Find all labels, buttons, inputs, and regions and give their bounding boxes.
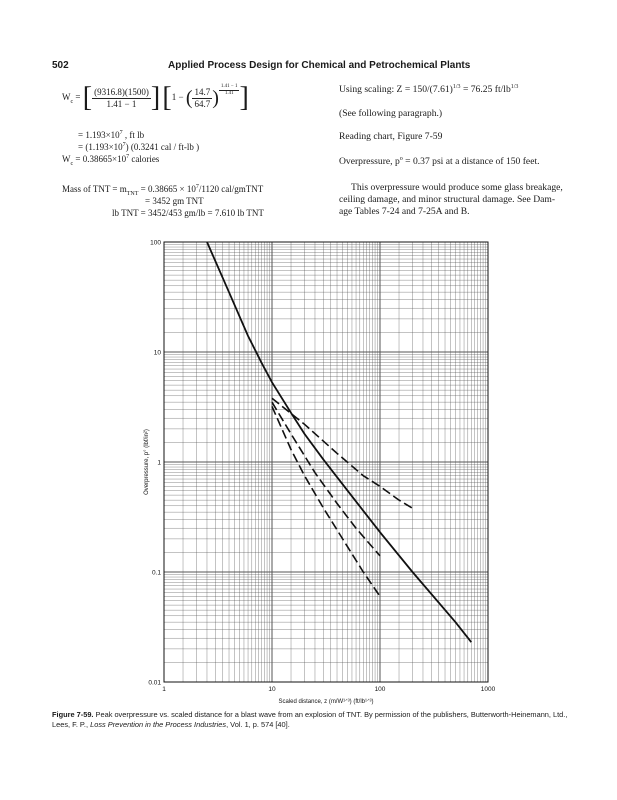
wc-equation: $W_c$ = [ $\frac{(9316.8)(1500)}{1.41 - 1}$ ] [1 − ( $\frac{14.7}{64.7}$ ) $\frac{1.41 - 1}{1.41}$ ]	[62, 82, 249, 113]
y-tick-label: 0.01	[148, 679, 161, 687]
fraction-energy: $\frac{(9316.8)(1500)}{1.41 - 1}$	[94, 86, 149, 109]
y-tick-label: 100	[150, 239, 161, 247]
series-upper-branch	[272, 398, 413, 508]
result-line-1: = $1.193\times 10^7$ , ft lb	[78, 130, 145, 140]
x-ticks	[162, 686, 495, 693]
left-bracket-2: [	[162, 82, 172, 113]
fraction-pressure: $\frac{14.7}{64.7}$	[194, 86, 211, 109]
caption-citation: , Vol. 1, p. 574 [40].	[226, 719, 290, 729]
overpressure-line: Overpressure, $p^o = 0.37$ psi at a distance of 150 feet.	[339, 156, 540, 168]
damage-paragraph: This overpressure would produce some glass breakage, ceiling damage, and minor structural damage. See Dam- age Tables 7-24 and 7-25A and B.	[339, 182, 563, 217]
result-line-3: $W_c = 0.38665\times 10^7$ calories	[62, 154, 160, 167]
one-minus: 1 −	[171, 92, 184, 103]
x-axis-label: Scaled distance, z (m/W¹ᐟ³) (ft/lb¹ᐟ³)	[278, 699, 374, 705]
reading-chart: Reading chart, Figure 7-59	[339, 131, 443, 142]
result-line-2: = $(1.193\times 10^7)$ (0.3241 cal / ft-lb )	[78, 142, 200, 152]
right-bracket-2: ]	[239, 82, 249, 113]
x-tick-label: 100	[374, 686, 386, 693]
x-tick-label: 1	[162, 686, 166, 693]
right-bracket: ]	[150, 82, 161, 113]
y-axis-label: Overpressure, p° (lbf/in²)	[144, 429, 150, 495]
overpressure-chart	[140, 238, 500, 708]
tnt-line-1: Mass of TNT = $m_{TNT} = 0.38665 \times 10^7/1120$ cal/gmTNT	[62, 184, 264, 197]
figure-caption	[52, 710, 580, 730]
equals-sign: =	[75, 92, 81, 103]
tnt-line-2: = 3452 gm TNT	[145, 196, 204, 206]
see-following: (See following paragraph.)	[339, 108, 443, 119]
page-number: 502	[52, 60, 69, 71]
y-tick-label: 0.1	[151, 569, 161, 577]
scaling-line: Using scaling: $Z = 150/(7.61)^{1/3} = 76.25$ $ft/lb^{1/3}$	[339, 84, 519, 96]
y-tick-label: 10	[153, 349, 161, 357]
tnt-line-3: lb TNT = 3452/453 gm/lb = 7.610 lb TNT	[112, 208, 264, 218]
y-tick-label: 1	[157, 459, 161, 467]
figure-label: Figure 7-59.	[52, 710, 94, 719]
x-tick-label: 10	[268, 686, 276, 693]
running-header: Applied Process Design for Chemical and Petrochemical Plants	[168, 60, 471, 71]
y-ticks	[148, 240, 161, 687]
caption-text: Peak overpressure vs. scaled distance for a blast wave from an explosion of TNT. By permission of the publishers, Butterworth-Heinemann, Ltd., Lees, F. P.,	[52, 710, 568, 729]
series-lower-branch	[272, 406, 380, 596]
caption-book-title: Loss Prevention in the Process Industries	[90, 719, 227, 729]
x-tick-label: 1000	[480, 686, 496, 693]
fraction-exponent: $\frac{1.41 - 1}{1.41}$	[220, 84, 238, 96]
wc-symbol: $W_c$	[62, 92, 74, 105]
left-bracket: [	[82, 82, 93, 113]
